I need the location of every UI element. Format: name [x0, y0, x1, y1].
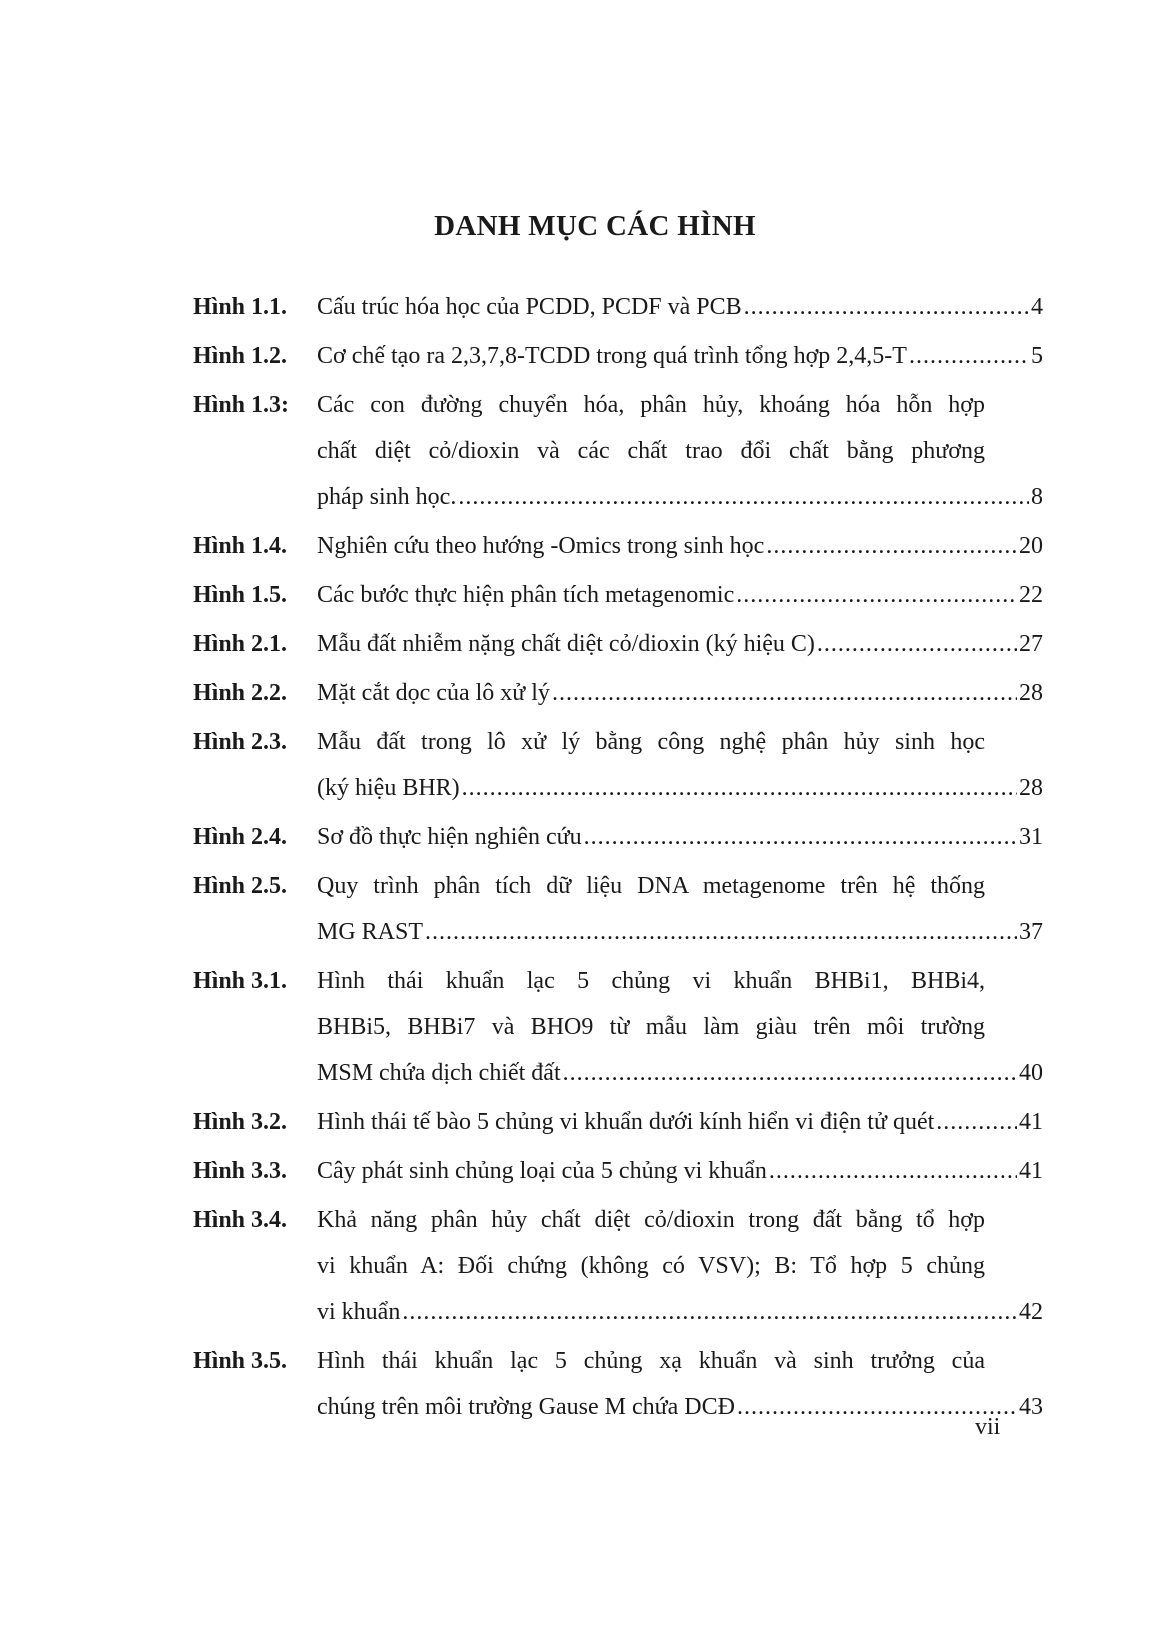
figure-caption — [317, 1103, 1043, 1141]
dot-leader — [563, 1054, 1017, 1092]
figure-label: Hình 3.2. — [193, 1109, 288, 1135]
toc-entry — [193, 288, 1043, 326]
caption-text: Mặt cắt dọc của lô xử lý — [317, 680, 550, 706]
figure-label: Hình 1.5. — [193, 582, 288, 608]
figure-label: Hình 2.5. — [193, 873, 288, 899]
caption-line: vi khuẩn A: Đối chứng (không có VSV); B: Tổ hợp 5 chủng — [317, 1253, 985, 1279]
dot-leader — [744, 288, 1029, 326]
caption-last-line — [317, 478, 1043, 516]
dot-leader — [936, 1103, 1017, 1141]
caption-line: chất diệt cỏ/dioxin và các chất trao đổi chất bằng phương — [317, 438, 985, 464]
toc-page-number: 22 — [1019, 582, 1043, 608]
caption-text: vi khuẩn — [317, 1299, 401, 1325]
toc-entry — [193, 867, 1043, 951]
caption-last-line — [317, 288, 1043, 326]
toc-page-number: 41 — [1019, 1109, 1043, 1135]
figure-label: Hình 3.3. — [193, 1158, 288, 1184]
caption-line: Quy trình phân tích dữ liệu DNA metagenome trên hệ thống — [317, 873, 985, 899]
figure-label: Hình 2.1. — [193, 631, 288, 657]
dot-leader — [909, 337, 1029, 375]
figure-caption — [317, 625, 1043, 663]
dot-leader — [425, 913, 1017, 951]
toc-page-number: 31 — [1019, 824, 1043, 850]
caption-line: Hình thái khuẩn lạc 5 chủng vi khuẩn BHBi1, BHBi4, — [317, 968, 985, 994]
figure-label: Hình 2.3. — [193, 729, 288, 755]
figure-label: Hình 3.5. — [193, 1348, 288, 1374]
toc-entry — [193, 674, 1043, 712]
toc-entry — [193, 1103, 1043, 1141]
toc-page-number: 27 — [1019, 631, 1043, 657]
dot-leader — [458, 478, 1029, 516]
figure-caption — [317, 867, 1043, 951]
figure-label: Hình 3.1. — [193, 968, 288, 994]
figure-label: Hình 1.1. — [193, 294, 288, 320]
figure-label: Hình 3.4. — [193, 1207, 288, 1233]
toc-entry — [193, 818, 1043, 856]
toc-page-number: 43 — [1019, 1394, 1043, 1420]
toc-page-number: 37 — [1019, 919, 1043, 945]
caption-last-line — [317, 576, 1043, 614]
page-number: vii — [975, 1414, 1001, 1440]
caption-last-line — [317, 1103, 1043, 1141]
toc-page-number: 28 — [1019, 775, 1043, 801]
figure-label: Hình 1.4. — [193, 533, 288, 559]
caption-text: MG RAST — [317, 919, 424, 945]
caption-last-line — [317, 769, 1043, 807]
figure-caption — [317, 1152, 1043, 1190]
figure-caption — [317, 337, 1043, 375]
toc-entry — [193, 527, 1043, 565]
caption-text: pháp sinh học. — [317, 484, 457, 510]
caption-line: Hình thái khuẩn lạc 5 chủng xạ khuẩn và sinh trưởng của — [317, 1348, 985, 1374]
caption-text: Hình thái tế bào 5 chủng vi khuẩn dưới kính hiển vi điện tử quét — [317, 1109, 935, 1135]
dot-leader — [769, 1152, 1017, 1190]
dot-leader — [552, 674, 1017, 712]
figure-caption — [317, 674, 1043, 712]
caption-last-line — [317, 337, 1043, 375]
caption-text: Cơ chế tạo ra 2,3,7,8-TCDD trong quá trình tổng hợp 2,4,5-T — [317, 343, 907, 369]
dot-leader — [462, 769, 1017, 807]
toc-entry — [193, 723, 1043, 807]
figure-list — [193, 288, 1043, 1437]
toc-entry — [193, 625, 1043, 663]
caption-last-line — [317, 1152, 1043, 1190]
caption-line: Mẫu đất trong lô xử lý bằng công nghệ phân hủy sinh học — [317, 729, 985, 755]
caption-text: Nghiên cứu theo hướng -Omics trong sinh học — [317, 533, 765, 559]
figure-label: Hình 2.2. — [193, 680, 288, 706]
toc-entry — [193, 386, 1043, 516]
toc-page-number: 20 — [1019, 533, 1043, 559]
caption-last-line — [317, 527, 1043, 565]
figure-label: Hình 1.2. — [193, 343, 288, 369]
toc-entry — [193, 1342, 1043, 1426]
figure-caption — [317, 288, 1043, 326]
figure-caption — [317, 962, 1043, 1092]
toc-entry — [193, 962, 1043, 1092]
toc-page-number: 28 — [1019, 680, 1043, 706]
caption-text: MSM chứa dịch chiết đất — [317, 1060, 561, 1086]
figure-caption — [317, 1201, 1043, 1331]
toc-page-number: 40 — [1019, 1060, 1043, 1086]
figure-caption — [317, 818, 1043, 856]
caption-text: Sơ đồ thực hiện nghiên cứu — [317, 824, 582, 850]
toc-page-number: 4 — [1031, 294, 1043, 320]
caption-text: Các bước thực hiện phân tích metagenomic — [317, 582, 735, 608]
caption-last-line — [317, 625, 1043, 663]
caption-last-line — [317, 674, 1043, 712]
caption-last-line — [317, 818, 1043, 856]
dot-leader — [817, 625, 1017, 663]
figure-label: Hình 2.4. — [193, 824, 288, 850]
toc-page-number: 41 — [1019, 1158, 1043, 1184]
figure-caption — [317, 1342, 1043, 1426]
dot-leader — [736, 576, 1017, 614]
figure-caption — [317, 386, 1043, 516]
toc-page-number: 42 — [1019, 1299, 1043, 1325]
caption-line: BHBi5, BHBi7 và BHO9 từ mẫu làm giàu trên môi trường — [317, 1014, 985, 1040]
dot-leader — [766, 527, 1017, 565]
caption-line: Các con đường chuyển hóa, phân hủy, khoáng hóa hỗn hợp — [317, 392, 985, 418]
caption-text: Mẫu đất nhiễm nặng chất diệt cỏ/dioxin (ký hiệu C) — [317, 631, 815, 657]
figure-label: Hình 1.3: — [193, 392, 290, 418]
caption-line: Khả năng phân hủy chất diệt cỏ/dioxin trong đất bằng tổ hợp — [317, 1207, 985, 1233]
caption-text: (ký hiệu BHR) — [317, 775, 460, 801]
caption-last-line — [317, 1293, 1043, 1331]
dot-leader — [584, 818, 1017, 856]
toc-entry — [193, 576, 1043, 614]
caption-last-line — [317, 913, 1043, 951]
figure-caption — [317, 576, 1043, 614]
page-title: DANH MỤC CÁC HÌNH — [434, 210, 756, 242]
caption-last-line — [317, 1388, 1043, 1426]
caption-text: chúng trên môi trường Gause M chứa DCĐ — [317, 1394, 735, 1420]
toc-entry — [193, 337, 1043, 375]
toc-page-number: 5 — [1031, 343, 1043, 369]
toc-entry — [193, 1201, 1043, 1331]
figure-caption — [317, 527, 1043, 565]
figure-caption — [317, 723, 1043, 807]
dot-leader — [402, 1293, 1017, 1331]
caption-text: Cấu trúc hóa học của PCDD, PCDF và PCB — [317, 294, 742, 320]
caption-last-line — [317, 1054, 1043, 1092]
toc-page-number: 8 — [1031, 484, 1043, 510]
toc-entry — [193, 1152, 1043, 1190]
caption-text: Cây phát sinh chủng loại của 5 chủng vi khuẩn — [317, 1158, 767, 1184]
